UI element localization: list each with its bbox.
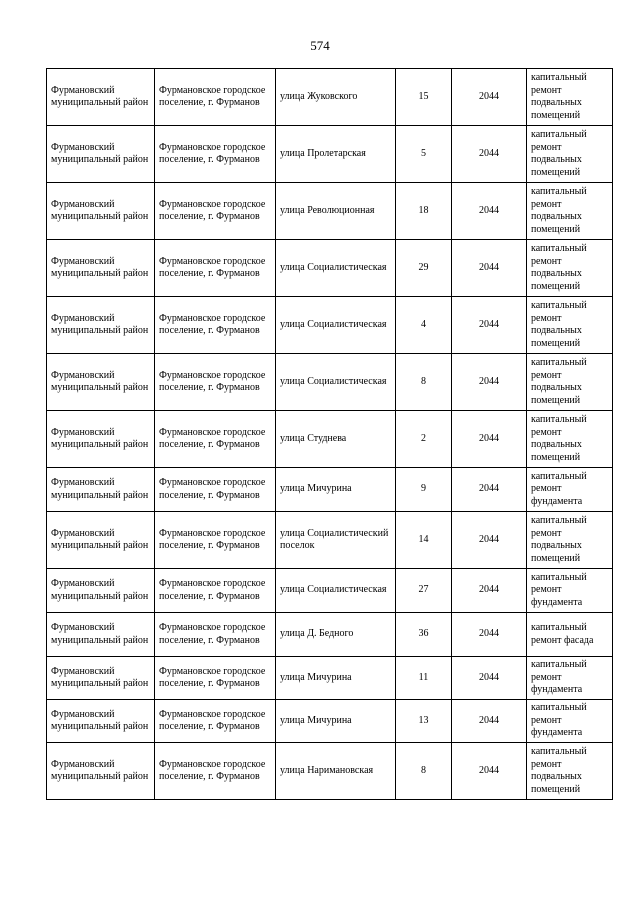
settlement-cell: Фурмановское городское поселение, г. Фурманов (155, 354, 276, 411)
district-cell: Фурмановский муниципальный район (47, 569, 155, 613)
work-type-cell: капитальный ремонт фундамента (527, 569, 613, 613)
house-number-cell: 15 (396, 69, 452, 126)
house-number-cell: 13 (396, 700, 452, 743)
district-cell: Фурмановский муниципальный район (47, 700, 155, 743)
street-cell: улица Мичурина (276, 657, 396, 700)
table-row (47, 700, 613, 743)
house-number-cell: 4 (396, 297, 452, 354)
work-type-cell: капитальный ремонт подвальных помещений (527, 69, 613, 126)
settlement-cell: Фурмановское городское поселение, г. Фурманов (155, 126, 276, 183)
table-row (47, 512, 613, 569)
settlement-cell: Фурмановское городское поселение, г. Фурманов (155, 183, 276, 240)
work-type-cell: капитальный ремонт фасада (527, 613, 613, 657)
settlement-cell: Фурмановское городское поселение, г. Фурманов (155, 411, 276, 468)
year-cell: 2044 (452, 126, 527, 183)
table-row (47, 297, 613, 354)
year-cell: 2044 (452, 743, 527, 800)
work-type-cell: капитальный ремонт подвальных помещений (527, 183, 613, 240)
street-cell: улица Д. Бедного (276, 613, 396, 657)
settlement-cell: Фурмановское городское поселение, г. Фурманов (155, 512, 276, 569)
house-number-cell: 36 (396, 613, 452, 657)
work-type-cell: капитальный ремонт фундамента (527, 468, 613, 512)
year-cell: 2044 (452, 297, 527, 354)
settlement-cell: Фурмановское городское поселение, г. Фурманов (155, 613, 276, 657)
table-row (47, 657, 613, 700)
house-number-cell: 5 (396, 126, 452, 183)
street-cell: улица Мичурина (276, 468, 396, 512)
table-row (47, 743, 613, 800)
settlement-cell: Фурмановское городское поселение, г. Фурманов (155, 240, 276, 297)
settlement-cell: Фурмановское городское поселение, г. Фурманов (155, 468, 276, 512)
settlement-cell: Фурмановское городское поселение, г. Фурманов (155, 69, 276, 126)
district-cell: Фурмановский муниципальный район (47, 743, 155, 800)
district-cell: Фурмановский муниципальный район (47, 354, 155, 411)
repair-register-table (46, 68, 613, 800)
table-row (47, 468, 613, 512)
house-number-cell: 9 (396, 468, 452, 512)
house-number-cell: 8 (396, 743, 452, 800)
street-cell: улица Пролетарская (276, 126, 396, 183)
work-type-cell: капитальный ремонт подвальных помещений (527, 126, 613, 183)
table-row (47, 613, 613, 657)
district-cell: Фурмановский муниципальный район (47, 512, 155, 569)
street-cell: улица Социалистическая (276, 297, 396, 354)
year-cell: 2044 (452, 240, 527, 297)
house-number-cell: 11 (396, 657, 452, 700)
street-cell: улица Студнева (276, 411, 396, 468)
settlement-cell: Фурмановское городское поселение, г. Фурманов (155, 657, 276, 700)
settlement-cell: Фурмановское городское поселение, г. Фурманов (155, 569, 276, 613)
street-cell: улица Революционная (276, 183, 396, 240)
settlement-cell: Фурмановское городское поселение, г. Фурманов (155, 700, 276, 743)
street-cell: улица Жуковского (276, 69, 396, 126)
street-cell: улица Наримановская (276, 743, 396, 800)
table-row (47, 69, 613, 126)
year-cell: 2044 (452, 700, 527, 743)
table-row (47, 354, 613, 411)
page-number: 574 (310, 38, 330, 53)
district-cell: Фурмановский муниципальный район (47, 468, 155, 512)
year-cell: 2044 (452, 569, 527, 613)
house-number-cell: 2 (396, 411, 452, 468)
street-cell: улица Социалистическая (276, 354, 396, 411)
district-cell: Фурмановский муниципальный район (47, 411, 155, 468)
work-type-cell: капитальный ремонт подвальных помещений (527, 354, 613, 411)
house-number-cell: 8 (396, 354, 452, 411)
work-type-cell: капитальный ремонт подвальных помещений (527, 297, 613, 354)
table-row (47, 569, 613, 613)
house-number-cell: 27 (396, 569, 452, 613)
year-cell: 2044 (452, 512, 527, 569)
year-cell: 2044 (452, 657, 527, 700)
year-cell: 2044 (452, 69, 527, 126)
district-cell: Фурмановский муниципальный район (47, 183, 155, 240)
street-cell: улица Социалистическая (276, 569, 396, 613)
year-cell: 2044 (452, 354, 527, 411)
district-cell: Фурмановский муниципальный район (47, 240, 155, 297)
year-cell: 2044 (452, 613, 527, 657)
table-row (47, 126, 613, 183)
work-type-cell: капитальный ремонт фундамента (527, 700, 613, 743)
house-number-cell: 18 (396, 183, 452, 240)
street-cell: улица Социалистическая (276, 240, 396, 297)
year-cell: 2044 (452, 468, 527, 512)
work-type-cell: капитальный ремонт подвальных помещений (527, 240, 613, 297)
district-cell: Фурмановский муниципальный район (47, 657, 155, 700)
street-cell: улица Социалистический поселок (276, 512, 396, 569)
work-type-cell: капитальный ремонт подвальных помещений (527, 512, 613, 569)
work-type-cell: капитальный ремонт подвальных помещений (527, 411, 613, 468)
house-number-cell: 14 (396, 512, 452, 569)
work-type-cell: капитальный ремонт подвальных помещений (527, 743, 613, 800)
table-row (47, 240, 613, 297)
year-cell: 2044 (452, 183, 527, 240)
settlement-cell: Фурмановское городское поселение, г. Фурманов (155, 743, 276, 800)
work-type-cell: капитальный ремонт фундамента (527, 657, 613, 700)
street-cell: улица Мичурина (276, 700, 396, 743)
table-body (47, 69, 613, 800)
district-cell: Фурмановский муниципальный район (47, 613, 155, 657)
year-cell: 2044 (452, 411, 527, 468)
table-row (47, 411, 613, 468)
district-cell: Фурмановский муниципальный район (47, 69, 155, 126)
settlement-cell: Фурмановское городское поселение, г. Фурманов (155, 297, 276, 354)
district-cell: Фурмановский муниципальный район (47, 297, 155, 354)
district-cell: Фурмановский муниципальный район (47, 126, 155, 183)
house-number-cell: 29 (396, 240, 452, 297)
table-row (47, 183, 613, 240)
